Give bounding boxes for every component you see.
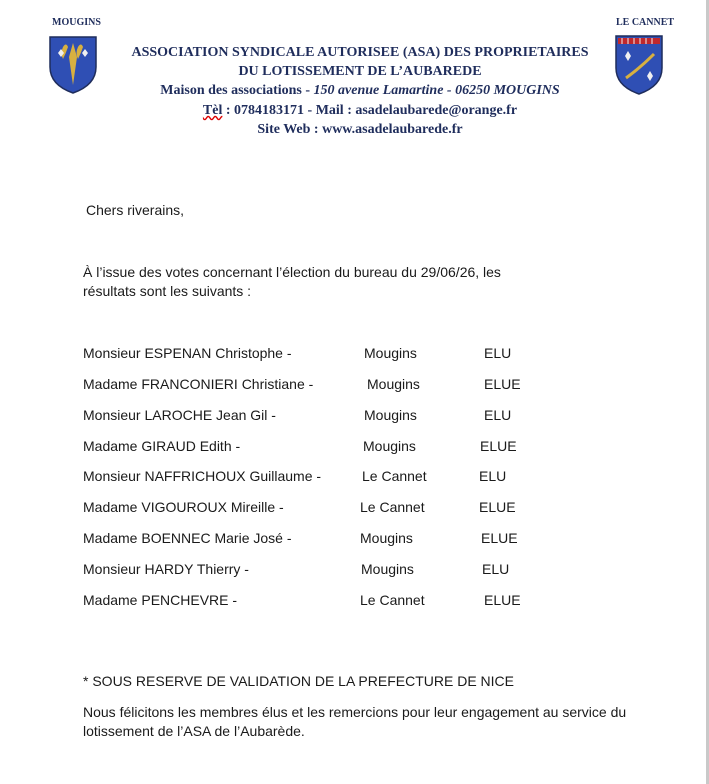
closing-line-1: Nous félicitons les membres élus et les remercions pour leur engagement au service du [83, 704, 627, 720]
intro-line-1: À l’issue des votes concernant l’élection du bureau du 29/06/26, les [83, 264, 501, 280]
intro-line-2: résultats sont les suivants : [83, 283, 252, 299]
member-city: Mougins [360, 530, 413, 546]
member-status: ELUE [484, 376, 521, 392]
result-row [83, 561, 643, 579]
address-street: 150 avenue Lamartine - 06250 MOUGINS [313, 83, 560, 98]
prefecture-note: * SOUS RESERVE DE VALIDATION DE LA PREFECTURE DE NICE [83, 673, 514, 689]
result-row [83, 499, 643, 517]
member-name: Monsieur ESPENAN Christophe - [83, 345, 292, 361]
right-city-label: LE CANNET [616, 17, 675, 28]
result-row [83, 530, 643, 548]
member-city: Mougins [361, 561, 414, 577]
website-line: Site Web : www.asadelaubarede.fr [257, 122, 463, 137]
result-row [83, 438, 643, 456]
member-name: Madame FRANCONIERI Christiane - [83, 376, 314, 392]
member-city: Mougins [363, 438, 416, 454]
contact-line [100, 103, 620, 119]
closing-line-2: lotissement de l’ASA de l’Aubarède. [83, 723, 305, 739]
member-name: Madame PENCHEVRE - [83, 592, 238, 608]
left-city-label: MOUGINS [52, 17, 101, 28]
member-city: Le Cannet [360, 499, 425, 515]
result-row [83, 468, 643, 486]
address-prefix: Maison des associations - [160, 83, 314, 98]
member-status: ELUE [481, 530, 518, 546]
member-name: Madame VIGOUROUX Mireille - [83, 499, 284, 515]
address-line [100, 83, 620, 99]
contact-details: : 0784183171 - Mail : asadelaubarede@orange.fr [222, 103, 518, 118]
member-name: Madame GIRAUD Edith - [83, 438, 241, 454]
result-row [83, 345, 643, 363]
member-status: ELUE [479, 499, 516, 515]
member-name: Monsieur NAFFRICHOUX Guillaume - [83, 468, 322, 484]
result-row [83, 592, 643, 610]
greeting: Chers riverains, [86, 202, 185, 218]
member-name: Monsieur LAROCHE Jean Gil - [83, 407, 276, 423]
member-status: ELU [479, 468, 507, 484]
member-status: ELUE [480, 438, 517, 454]
member-name: Madame BOENNEC Marie José - [83, 530, 292, 546]
association-name-line1: ASSOCIATION SYNDICALE AUTORISEE (ASA) DES PROPRIETAIRES [131, 45, 589, 60]
member-city: Le Cannet [362, 468, 427, 484]
member-status: ELU [484, 407, 512, 423]
member-status: ELU [484, 345, 512, 361]
mougins-crest-icon [48, 35, 98, 95]
member-city: Mougins [367, 376, 420, 392]
member-status: ELU [482, 561, 510, 577]
member-city: Mougins [364, 345, 417, 361]
association-name-line2: DU LOTISSEMENT DE L’AUBAREDE [238, 64, 482, 79]
member-city: Le Cannet [360, 592, 425, 608]
result-row [83, 407, 643, 425]
member-city: Mougins [364, 407, 417, 423]
tel-label: Tèl [202, 103, 223, 118]
le-cannet-crest-icon [614, 34, 664, 96]
result-row [83, 376, 643, 394]
member-name: Monsieur HARDY Thierry - [83, 561, 249, 577]
member-status: ELUE [484, 592, 521, 608]
